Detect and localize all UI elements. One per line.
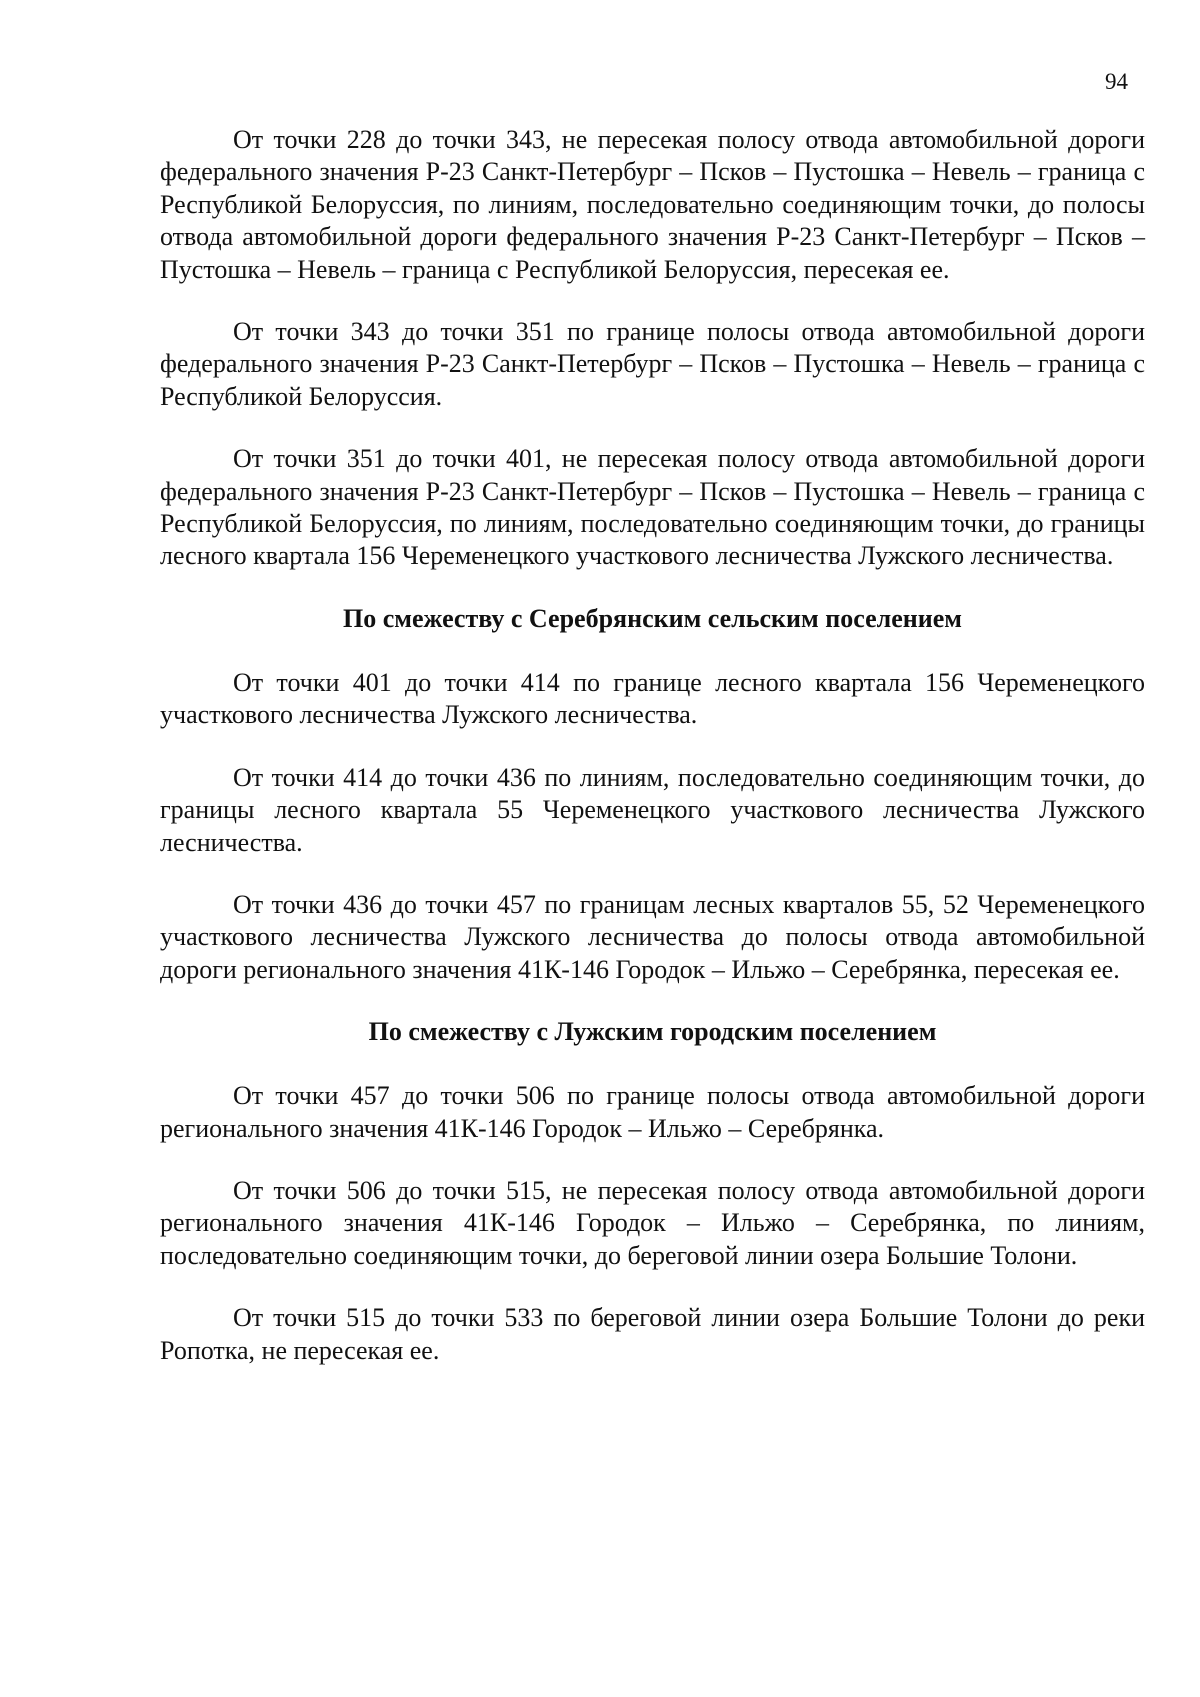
section-heading-luzhskoe: По смежеству с Лужским городским поселением	[368, 1017, 937, 1047]
paragraph-228-343: От точки 228 до точки 343, не пересекая полосу отвода автомобильной дороги федерального значения Р-23 Санкт-Петербург – Псков – Пустошка – Невель – граница с Республикой Белоруссия, по линиям, последовательно соединяющим точки, до полосы отвода автомобильной дороги федерального значения Р-23 Санкт-Петербург – Псков – Пустошка – Невель – граница с Республикой Белоруссия, пересекая ее.	[160, 125, 1145, 284]
paragraph-414-436: От точки 414 до точки 436 по линиям, последовательно соединяющим точки, до границы лесного квартала 55 Череменецкого участкового лесничества Лужского лесничества.	[160, 762, 1145, 857]
paragraph-436-457: От точки 436 до точки 457 по границам лесных кварталов 55, 52 Череменецкого участкового лесничества Лужского лесничества до полосы отвода автомобильной дороги регионального значения 41К-146 Городок – Ильжо – Серебрянка, пересекая ее.	[160, 889, 1145, 984]
paragraph-351-401: От точки 351 до точки 401, не пересекая полосу отвода автомобильной дороги федерального значения Р-23 Санкт-Петербург – Псков – Пустошка – Невель – граница с Республикой Белоруссия, по линиям, последовательно соединяющим точки, до границы лесного квартала 156 Череменецкого участкового лесничества Лужского лесничества.	[160, 444, 1145, 571]
paragraph-401-414: От точки 401 до точки 414 по границе лесного квартала 156 Череменецкого участкового лесничества Лужского лесничества.	[160, 667, 1145, 730]
document-body	[160, 124, 1145, 1367]
section-heading-serebryanskoe: По смежеству с Серебрянским сельским поселением	[343, 603, 962, 633]
paragraph-515-533: От точки 515 до точки 533 по береговой линии озера Большие Толони до реки Ропотка, не пересекая ее.	[160, 1303, 1145, 1365]
paragraph-506-515: От точки 506 до точки 515, не пересекая полосу отвода автомобильной дороги регионального значения 41К-146 Городок – Ильжо – Серебрянка, по линиям, последовательно соединяющим точки, до береговой линии озера Большие Толони.	[160, 1175, 1145, 1270]
paragraph-343-351: От точки 343 до точки 351 по границе полосы отвода автомобильной дороги федерального значения Р-23 Санкт-Петербург – Псков – Пустошка – Невель – граница с Республикой Белоруссия.	[160, 317, 1145, 411]
paragraph-457-506: От точки 457 до точки 506 по границе полосы отвода автомобильной дороги регионального значения 41К-146 Городок – Ильжо – Серебрянка.	[160, 1081, 1145, 1143]
page-number: 94	[1105, 69, 1128, 94]
